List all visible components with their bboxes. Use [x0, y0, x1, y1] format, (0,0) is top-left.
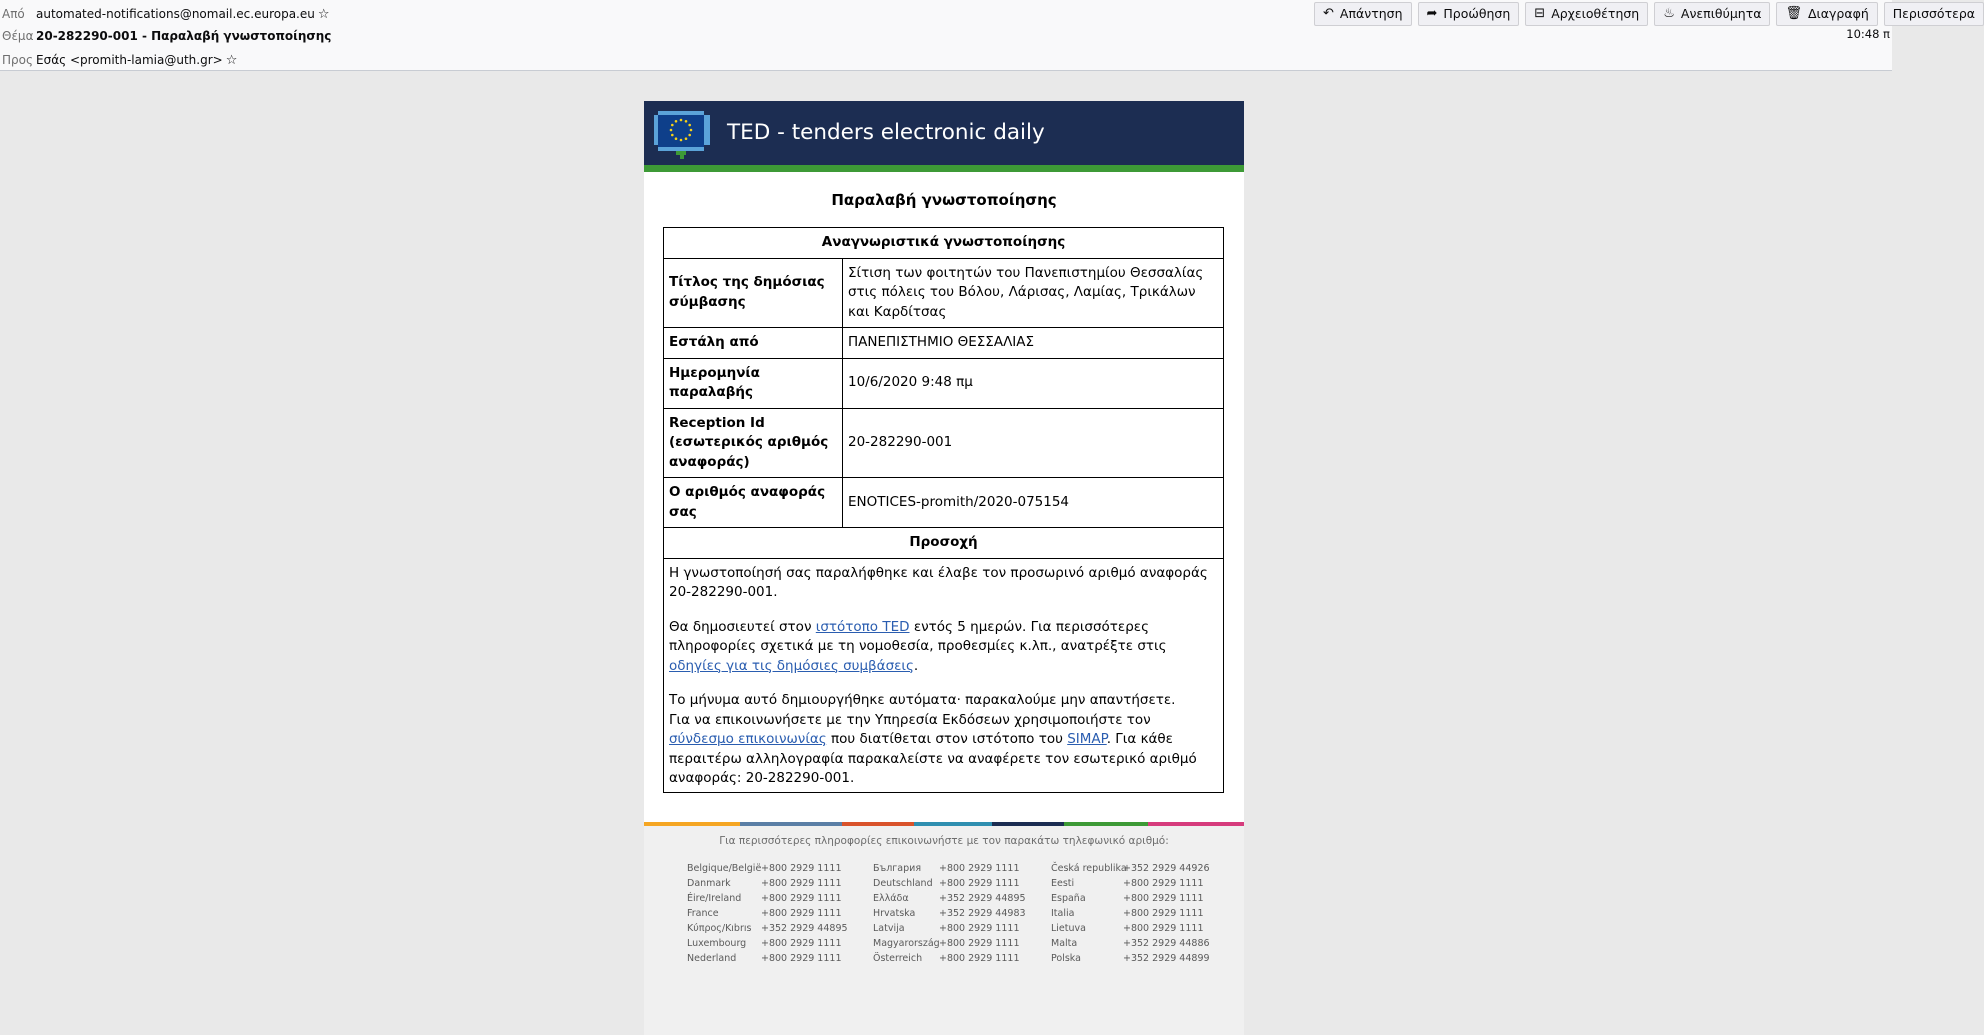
phone-list [687, 861, 1210, 966]
table-header: Αναγνωριστικά γνωστοποίησης [664, 228, 1224, 259]
notice-table [663, 227, 1224, 793]
archive-button[interactable] [1525, 2, 1648, 26]
more-label: Περισσότερα [1892, 6, 1976, 21]
table-header-row [664, 228, 1224, 259]
phone-number: +800 2929 1111 [1123, 922, 1204, 934]
country-name: Malta [1051, 937, 1078, 949]
phone-row [687, 951, 873, 966]
phone-number: +352 2929 44895 [939, 892, 1026, 904]
country-name: Latvija [873, 922, 905, 934]
trash-icon: 🗑 [1785, 6, 1802, 21]
from-label: Από [2, 7, 25, 21]
delete-button[interactable] [1776, 2, 1877, 26]
ted-site-link[interactable]: ιστότοπο TED [815, 618, 910, 635]
flame-icon: ♨ [1663, 6, 1675, 21]
paragraph-received: Η γνωστοποίησή σας παραλήφθηκε και έλαβε τον προσωρινό αριθμό αναφοράς 20-282290-001. [669, 564, 1208, 600]
phone-row [873, 891, 1051, 906]
attention-header: Προσοχή [664, 528, 1224, 559]
country-name: France [687, 907, 719, 919]
country-name: Ελλάδα [873, 892, 909, 904]
phone-row [687, 891, 873, 906]
country-name: Deutschland [873, 877, 933, 889]
phone-row [687, 936, 873, 951]
country-name: Česká republika [1051, 862, 1127, 874]
subject-value: 20-282290-001 - Παραλαβή γνωστοποίησης [36, 29, 332, 43]
archive-icon: ⊟ [1534, 6, 1546, 21]
ted-banner [644, 101, 1244, 172]
country-name: България [873, 862, 922, 874]
phone-number: +800 2929 1111 [939, 862, 1020, 874]
message-header [0, 0, 1976, 71]
phone-row [687, 921, 873, 936]
table-row [664, 358, 1224, 408]
paragraph-publication [669, 618, 1218, 677]
country-name: Nederland [687, 952, 737, 964]
country-name: Éire/Ireland [687, 892, 742, 904]
phone-row [1051, 891, 1203, 906]
phone-number: +800 2929 1111 [761, 937, 842, 949]
footer [644, 826, 1244, 1035]
text-span: . Για κάθε περαιτέρω αλληλογραφία παρακαλείστε να αναφέρετε τον εσωτερικό αριθμό αναφοράς: 20-282290-001. [669, 731, 1197, 786]
junk-label: Ανεπιθύμητα [1680, 6, 1762, 21]
phone-number: +800 2929 1111 [939, 922, 1020, 934]
row-key: Ημερομηνία παραλαβής [664, 358, 843, 408]
country-name: Danmark [687, 877, 731, 889]
phone-number: +800 2929 1111 [939, 952, 1020, 964]
text-span: Για να επικοινωνήσετε με την Υπηρεσία Εκδόσεων χρησιμοποιήστε τον [669, 711, 1151, 728]
phone-column [687, 861, 873, 966]
phone-number: +800 2929 1111 [761, 862, 842, 874]
phone-number: +352 2929 44926 [1123, 862, 1210, 874]
from-address[interactable]: automated-notifications@nomail.ec.europa.eu [36, 7, 315, 21]
row-value: 10/6/2020 9:48 πμ [843, 358, 1224, 408]
notice-title: Παραλαβή γνωστοποίησης [831, 191, 1057, 209]
from-value[interactable] [36, 3, 330, 26]
phone-row [873, 906, 1051, 921]
country-name: Belgique/België [687, 862, 762, 874]
country-name: Κύπρος/Kıbrıs [687, 922, 752, 934]
row-value: ΠΑΝΕΠΙΣΤΗΜΙΟ ΘΕΣΣΑΛΙΑΣ [843, 328, 1224, 359]
phone-number: +800 2929 1111 [761, 952, 842, 964]
phone-row [1051, 951, 1210, 966]
attention-body-row [664, 558, 1224, 792]
subject-label: Θέμα [2, 29, 34, 43]
text-span: που διατίθεται στον ιστότοπο του [826, 731, 1068, 747]
to-address[interactable]: Εσάς <promith-lamia@uth.gr> [36, 53, 223, 67]
forward-label: Προώθηση [1443, 6, 1511, 21]
footer-intro: Για περισσότερες πληροφορίες επικοινωνήστε με τον παρακάτω τηλεφωνικό αριθμό: [719, 834, 1169, 847]
phone-row [873, 936, 1051, 951]
row-value: ENOTICES-promith/2020-075154 [843, 478, 1224, 528]
text-span: Το μήνυμα αυτό δημιουργήθηκε αυτόματα· παρακαλούμε μην απαντήσετε. [669, 692, 1176, 708]
row-key: Εστάλη από [664, 328, 843, 359]
phone-number: +352 2929 44983 [939, 907, 1026, 919]
phone-number: +800 2929 1111 [761, 892, 842, 904]
country-name: Luxembourg [687, 937, 747, 949]
reply-label: Απάντηση [1339, 6, 1403, 21]
country-name: Hrvatska [873, 907, 916, 919]
message-time: 10:48 π [1846, 27, 1890, 41]
forward-button[interactable] [1418, 2, 1520, 26]
phone-number: +800 2929 1111 [939, 937, 1020, 949]
banner-title: TED - tenders electronic daily [727, 120, 1045, 145]
table-row [664, 478, 1224, 528]
phone-row [873, 861, 1051, 876]
row-value: Σίτιση των φοιτητών του Πανεπιστημίου Θεσσαλίας στις πόλεις του Βόλου, Λάρισας, Λαμίας, Τρικάλων και Καρδίτσας [843, 258, 1224, 328]
table-row [664, 258, 1224, 328]
phone-row [1051, 876, 1203, 891]
phone-number: +352 2929 44895 [761, 922, 848, 934]
phone-number: +800 2929 1111 [761, 877, 842, 889]
reply-icon: ↶ [1323, 6, 1334, 21]
text-span: Θα δημοσιευτεί στον [669, 618, 816, 635]
phone-number: +352 2929 44886 [1123, 937, 1210, 949]
phone-row [1051, 921, 1203, 936]
message-toolbar [1310, 0, 1976, 26]
text-span: . [913, 657, 919, 674]
text-span: εντός 5 ημερών. Για περισσότερες πληροφορίες σχετικά με τη νομοθεσία, προθεσμίες κ.λπ., ανατρέξτε στις [669, 618, 1167, 654]
contact-link[interactable]: σύνδεσμο επικοινωνίας [669, 731, 827, 747]
phone-row [873, 921, 1051, 936]
phone-row [1051, 861, 1210, 876]
phone-row [873, 951, 1051, 966]
attention-body [664, 558, 1224, 792]
phone-number: +352 2929 44899 [1123, 952, 1210, 964]
phone-row [687, 906, 873, 921]
phone-column [1051, 861, 1210, 966]
phone-row [1051, 936, 1210, 951]
delete-label: Διαγραφή [1807, 6, 1869, 21]
reply-button[interactable] [1314, 2, 1412, 26]
country-name: España [1051, 892, 1086, 904]
phone-row [873, 876, 1051, 891]
phone-column [873, 861, 1051, 966]
star-icon[interactable]: ☆ [225, 53, 238, 68]
country-name: Eesti [1051, 877, 1075, 889]
more-button[interactable] [1884, 2, 1984, 26]
simap-link[interactable]: SIMAP [1067, 731, 1107, 747]
junk-button[interactable] [1654, 2, 1770, 26]
to-value[interactable] [36, 49, 237, 72]
country-name: Lietuva [1051, 922, 1086, 934]
row-key: Ο αριθμός αναφοράς σας [664, 478, 843, 528]
phone-number: +800 2929 1111 [761, 907, 842, 919]
row-value: 20-282290-001 [843, 408, 1224, 478]
phone-row [687, 861, 873, 876]
phone-row [1051, 906, 1203, 921]
phone-number: +800 2929 1111 [939, 877, 1020, 889]
procurement-guide-link[interactable]: οδηγίες για τις δημόσιες συμβάσεις [669, 657, 914, 674]
phone-number: +800 2929 1111 [1123, 877, 1204, 889]
star-icon[interactable]: ☆ [317, 7, 330, 22]
country-name: Magyarország [873, 937, 940, 949]
country-name: Polska [1051, 952, 1081, 964]
archive-label: Αρχειοθέτηση [1551, 6, 1640, 21]
table-row [664, 328, 1224, 359]
row-key: Reception Id (εσωτερικός αριθμός αναφοράς) [664, 408, 843, 478]
country-name: Italia [1051, 907, 1075, 919]
country-name: Österreich [873, 952, 923, 964]
phone-number: +800 2929 1111 [1123, 892, 1204, 904]
attention-header-row [664, 528, 1224, 559]
row-key: Τίτλος της δημόσιας σύμβασης [664, 258, 843, 328]
phone-number: +800 2929 1111 [1123, 907, 1204, 919]
paragraph-contact [669, 691, 1218, 789]
eu-flag-logo [654, 111, 710, 159]
message-body [644, 101, 1244, 964]
to-label: Προς [2, 53, 34, 67]
phone-row [687, 876, 873, 891]
forward-icon: ➦ [1426, 6, 1438, 21]
table-row [664, 408, 1224, 478]
